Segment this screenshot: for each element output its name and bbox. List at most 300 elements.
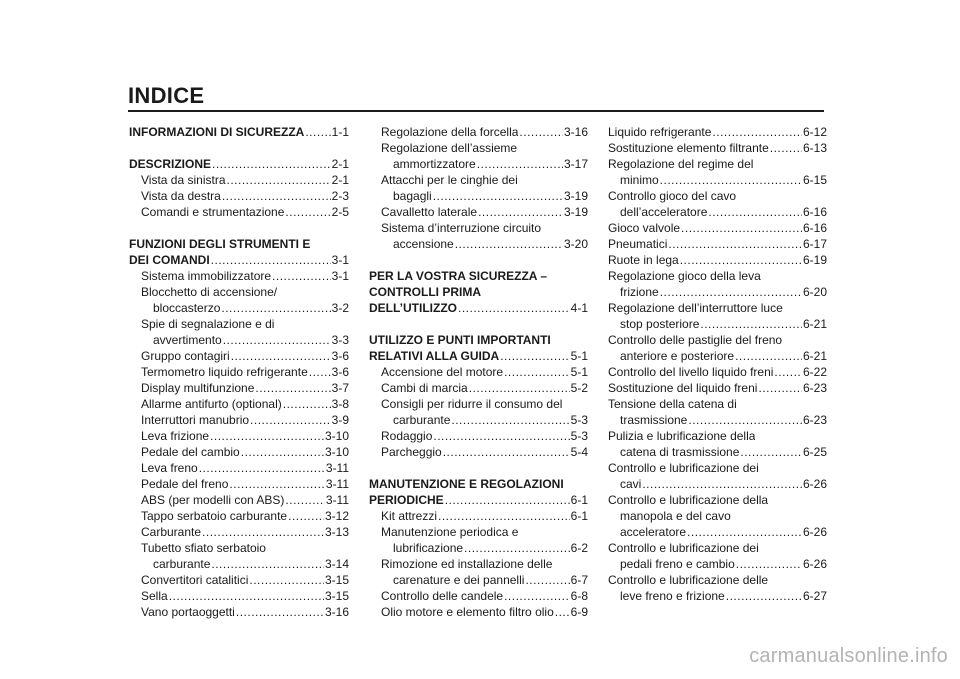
toc-leader-dots: [774, 364, 802, 380]
toc-entry-title: ammortizzatore: [393, 157, 476, 171]
toc-entry: [369, 572, 588, 588]
toc-page-number: 3-14: [324, 557, 349, 571]
toc-entry-title: Sistema d’interruzione circuito: [381, 221, 542, 235]
toc-entry-title: Accensione del motore: [381, 365, 504, 379]
toc-entry-title: Parcheggio: [381, 445, 442, 459]
toc-page-number: 3-10: [324, 445, 349, 459]
toc-entry-title: Interruttori manubrio: [141, 413, 250, 427]
toc-entry-title: Pneumatici: [608, 237, 668, 251]
toc-entry: [608, 348, 827, 364]
toc-entry: [129, 412, 349, 428]
toc-leader-dots: [199, 460, 325, 476]
toc-entry: [129, 188, 349, 204]
toc-spacer: [369, 460, 588, 476]
toc-leader-dots: [445, 492, 570, 508]
toc-entry: [608, 204, 827, 220]
toc-leader-dots: [681, 220, 802, 236]
toc-entry-title: minimo: [620, 173, 659, 187]
toc-entry-title: Controllo delle pastiglie del freno: [608, 333, 783, 347]
toc-leader-dots: [221, 300, 330, 316]
toc-section-heading: [369, 332, 588, 348]
toc-entry-title: Liquido refrigerante: [608, 125, 712, 139]
toc-page-number: 3-12: [324, 509, 349, 523]
toc-entry: [129, 396, 349, 412]
toc-entry-title: Termometro liquido refrigerante: [141, 365, 308, 379]
toc-entry: [369, 396, 588, 412]
toc-page-number: 6-7: [570, 573, 588, 587]
toc-entry-title: DEI COMANDI: [129, 253, 210, 267]
toc-entry: [608, 556, 827, 572]
toc-page-number: 6-23: [802, 413, 827, 427]
toc-entry: [129, 476, 349, 492]
toc-page-number: 3-19: [563, 189, 588, 203]
toc-entry: [369, 188, 588, 204]
toc-leader-dots: [555, 604, 570, 620]
toc-entry-title: leve freno e frizione: [620, 589, 725, 603]
toc-leader-dots: [211, 556, 324, 572]
toc-page-number: 6-21: [802, 349, 827, 363]
toc-page-number: 3-16: [324, 605, 349, 619]
toc-section-heading: [129, 156, 349, 172]
toc-entry: [608, 316, 827, 332]
toc-entry-title: Kit attrezzi: [381, 509, 438, 523]
toc-page-number: 3-13: [324, 525, 349, 539]
toc-page-number: 6-15: [802, 173, 827, 187]
toc-entry: [129, 572, 349, 588]
toc-section-heading: [129, 124, 349, 140]
watermark: carmanualsonline.info: [749, 645, 948, 667]
toc-leader-dots: [433, 188, 563, 204]
toc-entry: [608, 540, 827, 556]
toc-entry-title: manopola e del cavo: [620, 509, 731, 523]
toc-spacer: [369, 252, 588, 268]
toc-entry-title: Rodaggio: [381, 429, 433, 443]
toc-section-heading: [369, 268, 588, 284]
toc-entry-title: anteriore e posteriore: [620, 349, 735, 363]
toc-entry-title: Regolazione gioco della leva: [608, 269, 761, 283]
toc-page-number: 3-8: [331, 397, 349, 411]
page-title: INDICE: [128, 83, 205, 108]
toc-leader-dots: [241, 444, 324, 460]
toc-entry-title: acceleratore: [620, 525, 687, 539]
toc-leader-dots: [222, 188, 331, 204]
toc-page-number: 4-1: [570, 301, 588, 315]
toc-entry: [369, 540, 588, 556]
toc-entry-title: trasmissione: [620, 413, 688, 427]
toc-entry-title: carburante: [393, 413, 451, 427]
toc-entry-title: frizione: [620, 285, 659, 299]
toc-entry-title: Convertitori catalitici: [141, 573, 249, 587]
toc-page-number: 3-19: [563, 205, 588, 219]
toc-entry-title: Controllo e lubrificazione dei: [608, 461, 759, 475]
toc-entry: [369, 604, 588, 620]
toc-entry-title: Sostituzione elemento filtrante: [608, 141, 769, 155]
title-rule: [128, 110, 824, 112]
toc-section-heading: [369, 284, 588, 300]
toc-entry: [608, 284, 827, 300]
toc-leader-dots: [504, 588, 570, 604]
toc-leader-dots: [210, 428, 324, 444]
toc-entry-title: FUNZIONI DEGLI STRUMENTI E: [129, 237, 311, 251]
toc-page-number: 3-6: [331, 349, 349, 363]
toc-entry: [129, 284, 349, 300]
toc-entry: [129, 380, 349, 396]
toc-leader-dots: [272, 268, 331, 284]
toc-entry: [129, 172, 349, 188]
toc-entry-title: Controllo e lubrificazione della: [608, 493, 769, 507]
toc-leader-dots: [660, 284, 802, 300]
toc-leader-dots: [469, 380, 570, 396]
toc-leader-dots: [223, 332, 331, 348]
toc-page-number: 5-1: [570, 349, 588, 363]
toc-entry-title: Pulizia e lubrificazione della: [608, 429, 756, 443]
toc-section-heading: [369, 492, 588, 508]
toc-page-number: 6-17: [802, 237, 827, 251]
toc-entry: [608, 236, 827, 252]
toc-leader-dots: [708, 204, 802, 220]
toc-page-number: 3-15: [324, 589, 349, 603]
toc-leader-dots: [250, 412, 331, 428]
toc-entry-title: Pedale del freno: [141, 477, 229, 491]
toc-entry-title: Spie di segnalazione e di: [141, 317, 275, 331]
toc-entry-title: cavi: [620, 477, 642, 491]
toc-column-1: [129, 124, 349, 620]
toc-entry: [369, 140, 588, 156]
toc-entry-title: Consigli per ridurre il consumo del: [381, 397, 563, 411]
toc-page-number: 3-1: [331, 269, 349, 283]
toc-leader-dots: [712, 124, 802, 140]
toc-entry: [129, 204, 349, 220]
toc-page-number: 2-5: [331, 205, 349, 219]
toc-entry-title: carburante: [153, 557, 211, 571]
toc-page-number: 6-1: [570, 493, 588, 507]
toc-entry-title: dell’acceleratore: [620, 205, 708, 219]
toc-entry-title: Vista da destra: [141, 189, 221, 203]
toc-entry-title: catena di trasmissione: [620, 445, 740, 459]
toc-page-number: 3-1: [331, 253, 349, 267]
toc-page-number: 6-26: [802, 477, 827, 491]
toc-leader-dots: [305, 124, 330, 140]
toc-entry: [608, 588, 827, 604]
toc-leader-dots: [519, 124, 563, 140]
toc-leader-dots: [455, 236, 563, 252]
toc-entry: [608, 396, 827, 412]
toc-leader-dots: [169, 588, 324, 604]
toc-page-number: 3-17: [563, 157, 588, 171]
toc-leader-dots: [231, 348, 331, 364]
toc-page-number: 6-16: [802, 205, 827, 219]
toc-spacer: [129, 140, 349, 156]
toc-page-number: 5-2: [570, 381, 588, 395]
toc-page-number: 6-19: [802, 253, 827, 267]
toc-section-heading: [129, 252, 349, 268]
toc-entry: [608, 460, 827, 476]
toc-page-number: 6-23: [802, 381, 827, 395]
toc-entry: [129, 348, 349, 364]
toc-page-number: 3-2: [331, 301, 349, 315]
toc-leader-dots: [438, 508, 570, 524]
toc-entry: [608, 300, 827, 316]
toc-entry-title: Vano portaoggetti: [141, 605, 235, 619]
toc-leader-dots: [504, 364, 570, 380]
toc-entry: [608, 220, 827, 236]
toc-entry-title: Gruppo contagiri: [141, 349, 230, 363]
toc-leader-dots: [478, 204, 563, 220]
toc-entry: [608, 524, 827, 540]
toc-entry: [608, 156, 827, 172]
toc-page-number: 6-21: [802, 317, 827, 331]
toc-leader-dots: [309, 364, 331, 380]
toc-leader-dots: [288, 508, 324, 524]
toc-leader-dots: [229, 476, 324, 492]
toc-entry-title: Allarme antifurto (optional): [141, 397, 282, 411]
toc-leader-dots: [433, 428, 569, 444]
toc-entry-title: Sistema immobilizzatore: [141, 269, 272, 283]
toc-entry: [129, 300, 349, 316]
toc-page-number: 6-9: [570, 605, 588, 619]
toc-column-2: [369, 124, 588, 620]
toc-page-number: 5-1: [570, 365, 588, 379]
toc-entry: [369, 204, 588, 220]
toc-entry-title: Manutenzione periodica e: [381, 525, 519, 539]
toc-entry: [129, 492, 349, 508]
toc-page-number: 6-27: [802, 589, 827, 603]
toc-entry-title: Ruote in lega: [608, 253, 679, 267]
toc-leader-dots: [726, 588, 802, 604]
toc-page-number: 2-1: [331, 173, 349, 187]
toc-entry: [608, 476, 827, 492]
toc-leader-dots: [668, 236, 802, 252]
toc-page-number: 6-8: [570, 589, 588, 603]
toc-leader-dots: [735, 348, 802, 364]
toc-entry-title: Controllo delle candele: [381, 589, 504, 603]
toc-entry: [129, 524, 349, 540]
toc-entry-title: avvertimento: [153, 333, 222, 347]
toc-entry: [608, 268, 827, 284]
toc-entry-title: RELATIVI ALLA GUIDA: [369, 349, 500, 363]
toc-leader-dots: [477, 156, 563, 172]
toc-page-number: 3-7: [331, 381, 349, 395]
toc-entry: [129, 332, 349, 348]
toc-page-number: 6-25: [802, 445, 827, 459]
toc-entry-title: accensione: [393, 237, 454, 251]
toc-leader-dots: [700, 316, 802, 332]
toc-leader-dots: [285, 204, 330, 220]
toc-entry-title: Olio motore e elemento filtro olio: [381, 605, 554, 619]
toc-page-number: 6-20: [802, 285, 827, 299]
toc-entry-title: INFORMAZIONI DI SICUREZZA: [129, 125, 305, 139]
toc-page-number: 3-15: [324, 573, 349, 587]
toc-entry-title: DELL’UTILIZZO: [369, 301, 457, 315]
toc-entry: [129, 588, 349, 604]
toc-leader-dots: [464, 540, 570, 556]
toc-leader-dots: [740, 444, 802, 460]
toc-leader-dots: [285, 492, 324, 508]
toc-entry-title: MANUTENZIONE E REGOLAZIONI: [369, 477, 564, 491]
toc-leader-dots: [642, 476, 802, 492]
toc-entry: [369, 364, 588, 380]
toc-entry: [129, 508, 349, 524]
toc-page-number: 6-22: [802, 365, 827, 379]
toc-entry-title: Regolazione dell’assieme: [381, 141, 518, 155]
toc-page-number: 5-3: [570, 429, 588, 443]
toc-entry-title: Controllo gioco del cavo: [608, 189, 737, 203]
toc-page-number: 3-16: [563, 125, 588, 139]
toc-entry-title: Pedale del cambio: [141, 445, 240, 459]
toc-entry: [129, 268, 349, 284]
toc-leader-dots: [458, 300, 570, 316]
toc-page-number: 6-13: [802, 141, 827, 155]
toc-entry: [369, 444, 588, 460]
toc-page-number: 3-3: [331, 333, 349, 347]
toc-page-number: 1-1: [331, 125, 349, 139]
toc-entry-title: Cavalletto laterale: [381, 205, 478, 219]
toc-entry: [608, 332, 827, 348]
toc-entry-title: Cambi di marcia: [381, 381, 468, 395]
toc-entry-title: Tubetto sfiato serbatoio: [141, 541, 266, 555]
toc-entry: [608, 412, 827, 428]
toc-entry-title: Leva freno: [141, 461, 198, 475]
toc-entry: [608, 172, 827, 188]
toc-entry: [129, 364, 349, 380]
toc-entry: [369, 556, 588, 572]
toc-entry-title: Tensione della catena di: [608, 397, 737, 411]
toc-entry-title: PERIODICHE: [369, 493, 444, 507]
toc-page-number: 5-4: [570, 445, 588, 459]
toc-entry: [129, 556, 349, 572]
toc-leader-dots: [688, 412, 802, 428]
toc-entry-title: Controllo del livello liquido freni: [608, 365, 774, 379]
toc-entry-title: carenature e dei pannelli: [393, 573, 525, 587]
toc-leader-dots: [758, 380, 802, 396]
toc-leader-dots: [255, 380, 330, 396]
toc-page-number: 6-2: [570, 541, 588, 555]
toc-entry: [129, 540, 349, 556]
toc-entry: [608, 364, 827, 380]
toc-entry: [608, 188, 827, 204]
toc-leader-dots: [236, 604, 324, 620]
toc-leader-dots: [283, 396, 331, 412]
toc-page-number: 3-11: [325, 461, 349, 475]
toc-page-number: 6-26: [802, 525, 827, 539]
toc-entry-title: Blocchetto di accensione/: [141, 285, 278, 299]
toc-leader-dots: [770, 140, 802, 156]
toc-entry: [129, 316, 349, 332]
toc-page-number: 6-16: [802, 221, 827, 235]
toc-page-number: 2-3: [331, 189, 349, 203]
toc-entry: [608, 140, 827, 156]
toc-entry: [369, 508, 588, 524]
toc-entry-title: Controllo e lubrificazione delle: [608, 573, 769, 587]
toc-entry-title: Leva frizione: [141, 429, 210, 443]
toc-section-heading: [369, 348, 588, 364]
toc-page-number: 3-9: [331, 413, 349, 427]
toc-page-number: 3-6: [331, 365, 349, 379]
toc-entry: [369, 380, 588, 396]
toc-leader-dots: [525, 572, 569, 588]
toc-entry: [608, 572, 827, 588]
toc-page-number: 3-11: [325, 493, 349, 507]
toc-spacer: [129, 220, 349, 236]
toc-leader-dots: [249, 572, 324, 588]
toc-page-number: 5-3: [570, 413, 588, 427]
toc-entry-title: Sostituzione del liquido freni: [608, 381, 758, 395]
toc-entry: [129, 604, 349, 620]
toc-entry-title: DESCRIZIONE: [129, 157, 212, 171]
toc-entry-title: bagagli: [393, 189, 432, 203]
toc-entry-title: Regolazione del regime del: [608, 157, 754, 171]
toc-entry: [369, 412, 588, 428]
toc-entry: [608, 124, 827, 140]
toc-page-number: 3-20: [563, 237, 588, 251]
toc-entry: [608, 508, 827, 524]
toc-page-number: 6-26: [802, 557, 827, 571]
toc-leader-dots: [687, 524, 802, 540]
toc-leader-dots: [211, 252, 331, 268]
toc-entry: [369, 172, 588, 188]
toc-entry-title: Attacchi per le cinghie dei: [381, 173, 518, 187]
toc-entry: [369, 156, 588, 172]
toc-leader-dots: [680, 252, 802, 268]
toc-entry: [608, 492, 827, 508]
toc-page-number: 6-1: [570, 509, 588, 523]
toc-entry: [129, 444, 349, 460]
toc-leader-dots: [227, 172, 331, 188]
toc-section-heading: [369, 476, 588, 492]
toc-entry-title: bloccasterzo: [153, 301, 221, 315]
toc-page-number: 3-10: [324, 429, 349, 443]
toc-entry: [369, 524, 588, 540]
toc-entry-title: Carburante: [141, 525, 202, 539]
toc-entry-title: Rimozione ed installazione delle: [381, 557, 553, 571]
toc-entry: [608, 444, 827, 460]
toc-section-heading: [369, 300, 588, 316]
toc-leader-dots: [736, 556, 802, 572]
toc-entry-title: Regolazione della forcella: [381, 125, 519, 139]
toc-entry-title: Sella: [141, 589, 168, 603]
toc-leader-dots: [443, 444, 570, 460]
toc-entry-title: ABS (per modelli con ABS): [141, 493, 285, 507]
toc-entry-title: PER LA VOSTRA SICUREZZA –: [369, 269, 548, 283]
toc-entry: [369, 124, 588, 140]
toc-entry-title: Vista da sinistra: [141, 173, 226, 187]
toc-entry-title: UTILIZZO E PUNTI IMPORTANTI: [369, 333, 551, 347]
toc-leader-dots: [202, 524, 324, 540]
toc-page-number: 2-1: [331, 157, 349, 171]
toc-spacer: [369, 316, 588, 332]
toc-entry-title: Display multifunzione: [141, 381, 255, 395]
toc-entry-title: Controllo e lubrificazione dei: [608, 541, 759, 555]
toc-entry-title: lubrificazione: [393, 541, 464, 555]
toc-entry-title: Gioco valvole: [608, 221, 681, 235]
toc-page-number: 6-12: [802, 125, 827, 139]
toc-page-number: 3-11: [325, 477, 349, 491]
toc-entry: [369, 220, 588, 236]
toc-leader-dots: [451, 412, 569, 428]
toc-entry: [608, 252, 827, 268]
toc-entry-title: Comandi e strumentazione: [141, 205, 285, 219]
toc-entry-title: pedali freno e cambio: [620, 557, 735, 571]
toc-entry: [608, 380, 827, 396]
toc-section-heading: [129, 236, 349, 252]
toc-leader-dots: [500, 348, 569, 364]
toc-entry: [369, 428, 588, 444]
toc-entry-title: CONTROLLI PRIMA: [369, 285, 481, 299]
toc-column-3: [608, 124, 827, 604]
toc-entry-title: Tappo serbatoio carburante: [141, 509, 288, 523]
toc-leader-dots: [660, 172, 802, 188]
toc-entry: [369, 236, 588, 252]
